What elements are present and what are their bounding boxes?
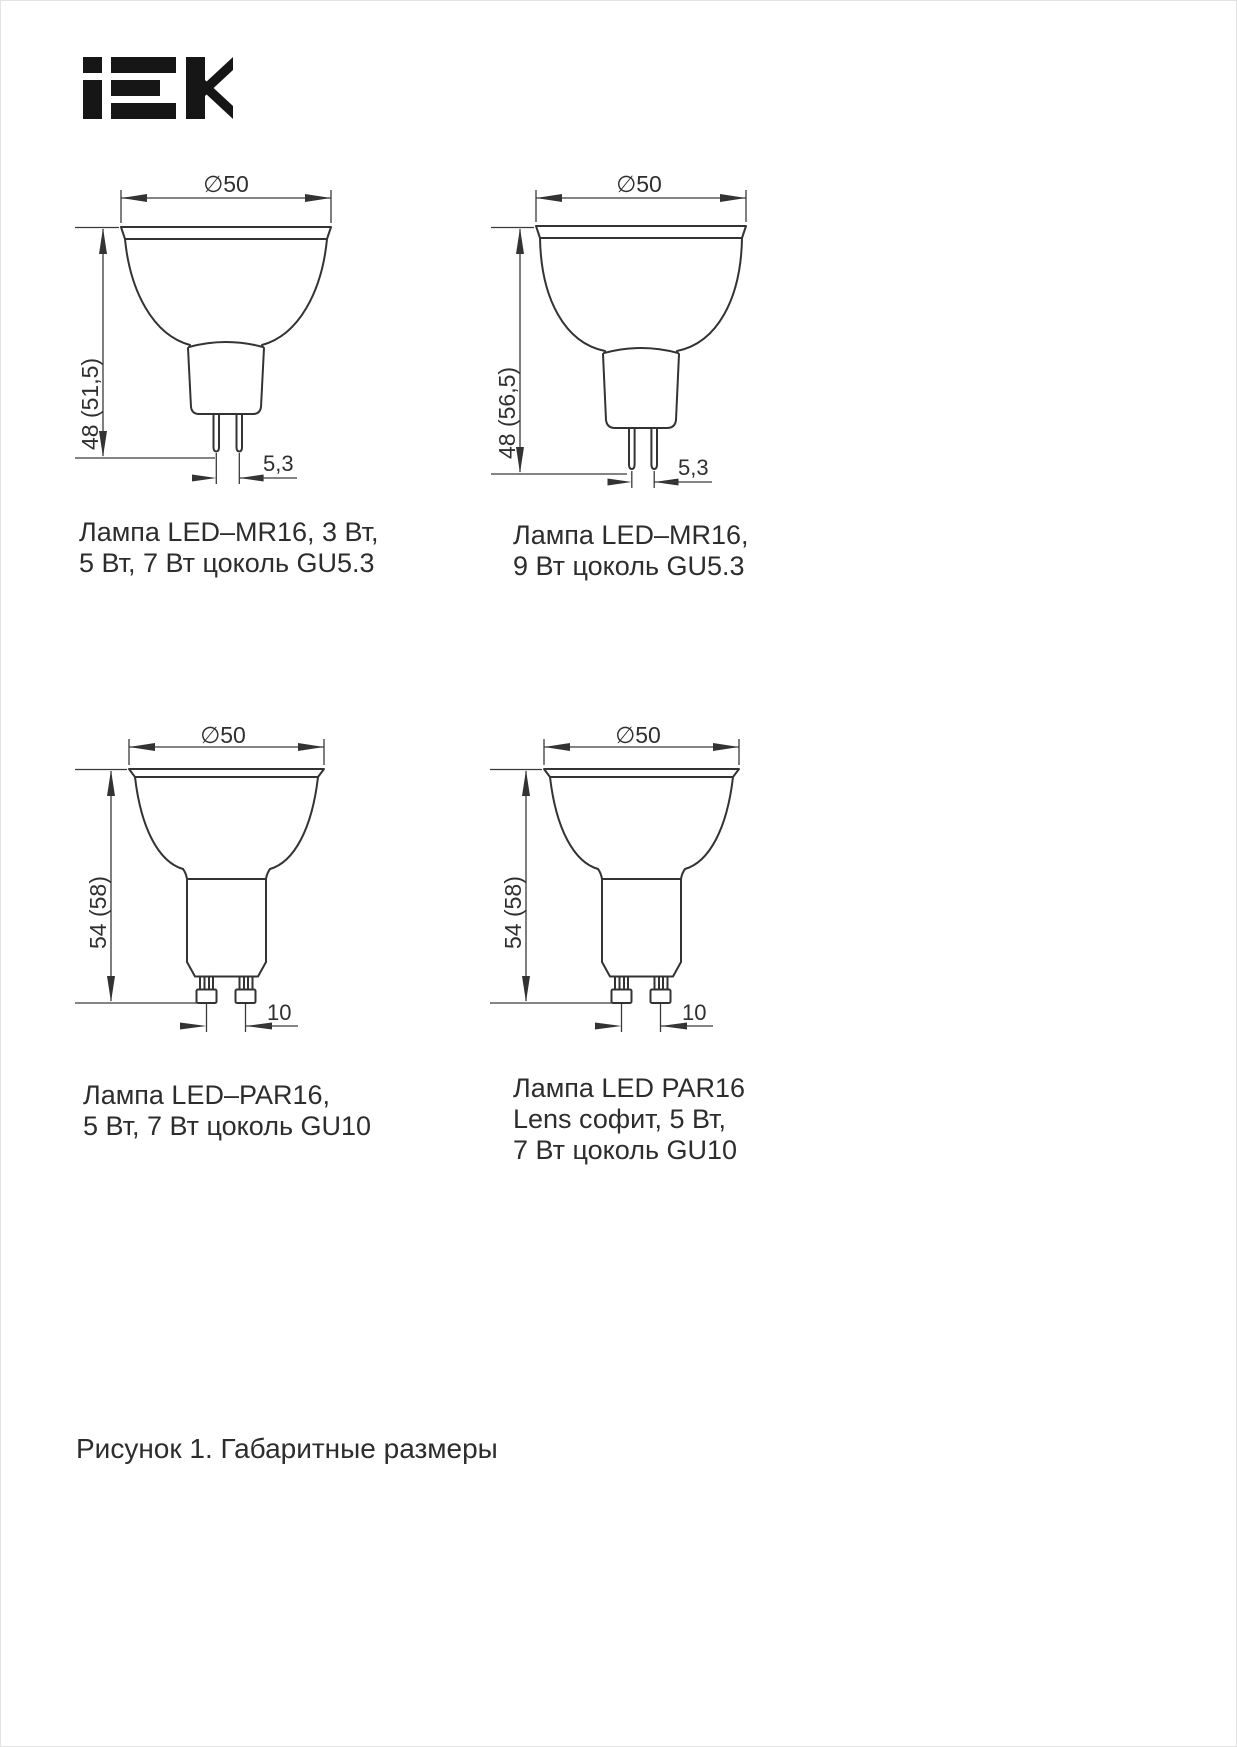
height-dimension (490, 770, 612, 1004)
lamp-neck-seam (604, 348, 678, 353)
caption-line: 7 Вт цоколь GU10 (513, 1135, 738, 1165)
lamp-pin-left (612, 977, 632, 1004)
figure-caption: Рисунок 1. Габаритные размеры (76, 1433, 498, 1464)
lamp-waist-right (266, 869, 270, 879)
lamp-bowl-left (540, 238, 605, 351)
lamp-neck-seam (189, 342, 263, 347)
lamp-bowl-left (135, 777, 183, 869)
caption-led-mr16-9w (513, 520, 749, 582)
drawing-led-mr16-9w (486, 151, 756, 496)
diameter-label: ∅50 (616, 171, 662, 197)
lamp-waist-right (681, 869, 685, 879)
caption-line: 9 Вт цоколь GU5.3 (513, 551, 745, 581)
logo-letter-e (111, 57, 176, 119)
caption-line: Лампа LED–MR16, (513, 520, 749, 550)
lamp-bowl-left (125, 239, 190, 345)
height-label: 54 (58) (500, 876, 526, 949)
caption-line: Лампа LED–MR16, 3 Вт, (79, 517, 379, 547)
lamp-pin-right (651, 977, 671, 1004)
height-label: 54 (58) (85, 876, 111, 949)
iek-logo (83, 57, 233, 119)
lamp-bowl-left (550, 777, 598, 869)
caption-led-par16-5-7w (83, 1080, 371, 1142)
caption-led-mr16-3-5-7w (79, 517, 379, 579)
pin-pitch-dimension (180, 1000, 298, 1032)
pin-pitch-label: 5,3 (678, 455, 709, 480)
pin-pitch-dimension (595, 1000, 713, 1032)
height-dimension (75, 770, 197, 1004)
lamp-pin-left (214, 414, 220, 452)
lamp-outline (121, 227, 331, 452)
height-dimension (75, 228, 215, 459)
caption-line: Лампа LED PAR16 (513, 1073, 746, 1103)
diameter-dimension (544, 722, 739, 765)
lamp-rim (121, 227, 331, 239)
lamp-pin-left (197, 977, 217, 1004)
lamp-bowl-right (685, 777, 733, 869)
height-label: 48 (51,5) (77, 357, 103, 450)
lamp-pin-right (237, 414, 243, 452)
lamp-rim (544, 769, 739, 777)
lamp-waist-left (598, 869, 602, 879)
lamp-base-taper (602, 962, 681, 977)
diameter-label: ∅50 (200, 722, 246, 748)
lamp-rim (536, 226, 746, 238)
pin-pitch-dimension (192, 451, 297, 484)
pin-pitch-dimension (608, 455, 713, 488)
diameter-dimension (121, 171, 331, 223)
lamp-base (603, 354, 679, 428)
pin-pitch-label: 10 (267, 1000, 292, 1025)
height-label: 48 (56,5) (494, 366, 520, 459)
lamp-waist-left (183, 869, 187, 879)
caption-line: Lens софит, 5 Вт, (513, 1104, 727, 1134)
pin-pitch-label: 5,3 (263, 451, 294, 476)
drawing-led-mr16-3-5-7w (71, 151, 336, 496)
diameter-label: ∅50 (203, 171, 249, 197)
lamp-pin-right (651, 428, 657, 469)
lamp-pin-right (236, 977, 256, 1004)
lamp-outline (536, 226, 746, 469)
lamp-bowl-right (677, 238, 742, 351)
drawing-led-par16-5-7w (71, 701, 336, 1041)
lamp-outline (129, 769, 324, 1003)
diameter-dimension (129, 722, 324, 765)
lamp-pin-left (629, 428, 635, 469)
lamp-outline (544, 769, 739, 1003)
logo-letter-i (83, 57, 102, 119)
pin-pitch-label: 10 (682, 1000, 707, 1025)
lamp-bowl-right (270, 777, 318, 869)
caption-led-par16-lens (513, 1073, 745, 1166)
lamp-base (188, 348, 264, 414)
logo-letter-k (186, 57, 233, 119)
caption-line: 5 Вт, 7 Вт цоколь GU5.3 (79, 548, 375, 578)
drawing-led-par16-lens-5-7w (486, 701, 756, 1041)
lamp-bowl-right (262, 239, 327, 345)
height-dimension (491, 228, 627, 475)
lamp-base-taper (187, 962, 266, 977)
diameter-dimension (536, 171, 746, 222)
caption-line: Лампа LED–PAR16, (83, 1080, 331, 1110)
lamp-rim (129, 769, 324, 777)
diameter-label: ∅50 (615, 722, 661, 748)
caption-line: 5 Вт, 7 Вт цоколь GU10 (83, 1111, 372, 1141)
